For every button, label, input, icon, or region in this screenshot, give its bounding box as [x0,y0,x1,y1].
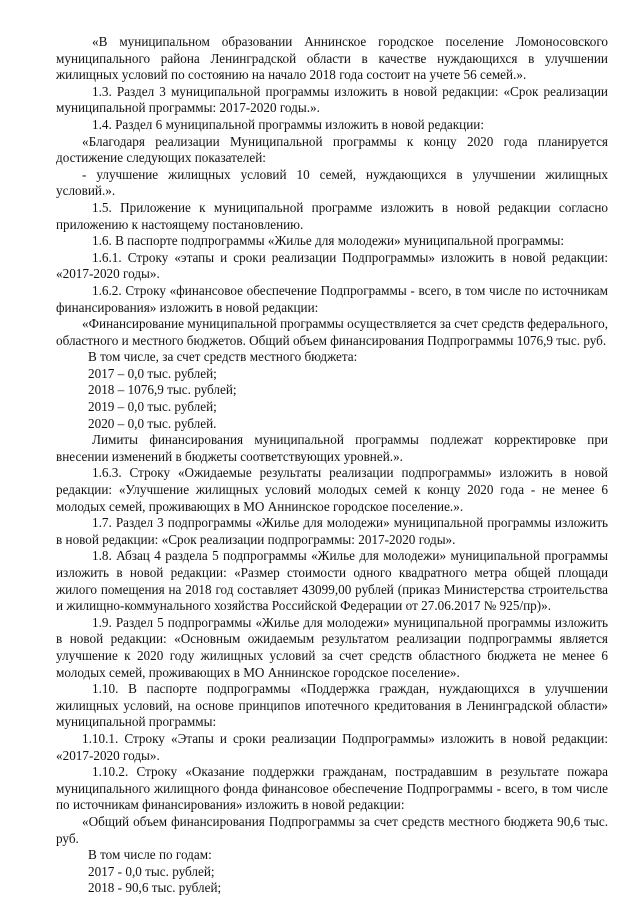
paragraph-1-6-1: 1.6.1. Строку «этапы и сроки реализации Подпрограммы» изложить в новой редакции: «2017-2020 годы». [56,249,608,282]
document-page [56,34,608,897]
paragraph-by-years-intro: В том числе по годам: [88,847,212,863]
list-item: 2019 – 0,0 тыс. рублей; [88,399,217,415]
paragraph-local-budget-intro: В том числе, за счет средств местного бюджета: [88,349,358,365]
list-item: 2017 – 0,0 тыс. рублей; [88,365,217,381]
paragraph-1-3: 1.3. Раздел 3 муниципальной программы изложить в новой редакции: «Срок реализации муниципальной программы: 2017-2020 годы.». [56,83,608,116]
paragraph-1-9: 1.9. Раздел 5 подпрограммы «Жилье для молодежи» муниципальной программы изложить в новой редакции: «Основным ожидаемым результатом реализации подпрограммы является улучшение к 2020 году жилищных условий за счет средств областного бюджета не менее 6 молодых семей, проживающих в МО Аннинское городское поселение». [56,614,608,680]
paragraph-housing-queue: «В муниципальном образовании Аннинское городское поселение Ломоносовского муниципального района Ленинградской области в качестве нуждающихся в улучшении жилищных условий по состоянию на начало 2018 года состоит на учете 56 семей.». [56,34,608,83]
paragraph-indicators-intro: «Благодаря реализации Муниципальной программы к концу 2020 года планируется достижение следующих показателей: [56,133,608,166]
paragraph-total-financing: «Общий объем финансирования Подпрограммы за счет средств местного бюджета 90,6 тыс. руб. [56,813,608,846]
list-item: 2020 – 0,0 тыс. рублей. [88,415,217,431]
list-item: 2018 – 1076,9 тыс. рублей; [88,382,237,398]
paragraph-1-10-2: 1.10.2. Строку «Оказание поддержки гражданам, пострадавшим в результате пожара муниципального жилищного фонда финансовое обеспечение Подпрограммы - всего, в том числе по источникам финансирования» изложить в новой редакции: [56,764,608,813]
paragraph-limits: Лимиты финансирования муниципальной программы подлежат корректировке при внесении изменений в бюджеты соответствующих уровней.». [56,432,608,464]
paragraph-1-5: 1.5. Приложение к муниципальной программе изложить в новой редакции согласно приложению к настоящему постановлению. [56,199,608,232]
paragraph-1-7: 1.7. Раздел 3 подпрограммы «Жилье для молодежи» муниципальной программы изложить в новой редакции: «Срок реализации подпрограммы: 2017-2020 годы». [56,515,608,547]
paragraph-1-10: 1.10. В паспорте подпрограммы «Поддержка граждан, нуждающихся в улучшении жилищных условий, на основе принципов ипотечного кредитования в Ленинградской области» муниципальной программы: [56,681,608,730]
list-item: 2018 - 90,6 тыс. рублей; [88,880,222,896]
paragraph-financing: «Финансирование муниципальной программы осуществляется за счет средств федерального, областного и местного бюджетов. Общий объем финансирования Подпрограммы 1076,9 тыс. руб. [56,316,608,348]
paragraph-1-6-2: 1.6.2. Строку «финансовое обеспечение Подпрограммы - всего, в том числе по источникам финансирования» изложить в новой редакции: [56,282,608,315]
paragraph-indicator-item: - улучшение жилищных условий 10 семей, нуждающихся в улучшении жилищных условий.». [56,166,608,199]
paragraph-1-6-3: 1.6.3. Строку «Ожидаемые результаты реализации подпрограммы» изложить в новой редакции: «Улучшение жилищных условий молодых семей к концу 2020 года - не менее 6 молодых семей, проживающих в МО Аннинское городское поселение.». [56,465,608,514]
list-item: 2017 - 0,0 тыс. рублей; [88,863,215,879]
paragraph-1-8: 1.8. Абзац 4 раздела 5 подпрограммы «Жилье для молодежи» муниципальной программы изложить в новой редакции: «Размер стоимости одного квадратного метра общей площади жилого помещения на 2018 год составляет 43099,00 рублей (приказ Министерства строительства и жилищно-коммунального хозяйства Российской Федерации от 27.06.2017 № 925/пр)». [56,548,608,614]
paragraph-1-10-1: 1.10.1. Строку «Этапы и сроки реализации Подпрограммы» изложить в новой редакции: «2017-2020 годы». [56,730,608,763]
paragraph-1-6: 1.6. В паспорте подпрограммы «Жилье для молодежи» муниципальной программы: [92,233,565,249]
paragraph-1-4: 1.4. Раздел 6 муниципальной программы изложить в новой редакции: [92,116,485,132]
